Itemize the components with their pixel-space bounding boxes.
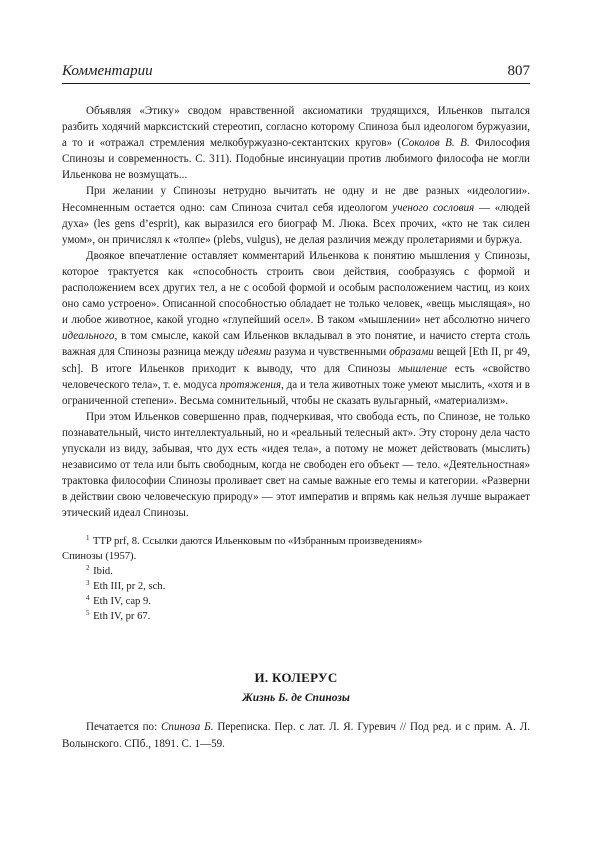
paragraph-3 — [62, 248, 530, 409]
source-note — [62, 719, 530, 751]
text-run: есть «свойство человеческого тела», т. е. модуса — [62, 362, 530, 391]
footnote — [62, 564, 530, 579]
footnote-continuation — [62, 549, 530, 564]
author-citation: Соколов В. В. — [401, 137, 470, 150]
footnote-number: 1 — [86, 533, 90, 542]
running-header — [62, 62, 530, 84]
text-run: , в том смысле, какой сам Ильенков вкладывал в это понятие, и начисто стерта столь важная для Спинозы разница между — [62, 330, 530, 359]
footnotes — [62, 534, 530, 624]
emphasis: идеального — [62, 330, 115, 343]
author-citation: Спиноза Б. — [161, 721, 214, 734]
page — [62, 62, 530, 763]
footnote-text: TTP prf, 8. Ссылки даются Ильенковым по «Избранным произведениям» — [92, 536, 423, 548]
footnote-text: Eth IV, cap 9. — [93, 596, 151, 608]
text-run: Философия Спинозы и современность. С. 311). Подобные инсинуации против любимого философа не могли Ильенкова не возмущать... — [62, 137, 530, 182]
section-heading — [62, 669, 530, 707]
footnote-text: Eth III, pr 2, sch. — [93, 581, 166, 593]
emphasis: мышление — [398, 362, 448, 375]
section-title: Жизнь Б. де Спинозы — [242, 692, 350, 705]
running-header-title: Комментарии — [62, 63, 153, 79]
text-run: Переписка. Пер. с лат. Л. Я. Гуревич // Под ред. и с прим. А. Л. Волынского. СПб., 1891. С. 1—59. — [62, 721, 530, 750]
footnote — [62, 579, 530, 594]
emphasis: идеями — [237, 346, 272, 359]
text-run: При желании у Спинозы нетрудно вычитать не одну и не две разных «идеологии». Несомненным остается одно: сам Спиноза считал себя идеологом — [62, 185, 530, 214]
footnote — [62, 609, 530, 624]
paragraph-4 — [62, 409, 530, 522]
footnote-number: 3 — [86, 578, 90, 587]
emphasis: образами — [389, 346, 434, 359]
footnote — [62, 534, 530, 549]
text-run: — «людей духа» (les gens d’esprit), как выразился его биограф М. Люка. Всех прочих, «кто не так силен умом», он причислял к «толпе» (plebs, vulgus), не делая различия между пролетариями и буржуа. — [62, 201, 531, 246]
footnote-number: 5 — [86, 608, 90, 617]
paragraph-1 — [62, 103, 530, 183]
footnote-number: 2 — [86, 563, 90, 572]
text-run: Объявляя «Этику» сводом нравственной аксиоматики трудящихся, Ильенков пытался разбить ходячий марксистский стереотип, согласно которому Спиноза был идеологом буржуазии, а то и «отражал стремления мелкобуржуазно-сектантских кругов» ( — [62, 105, 530, 150]
text-run: вещей [Eth II, pr 49, sch]. В итоге Ильенков приходит к выводу, что для Спинозы — [62, 346, 530, 375]
text-run: , да и тела животных тоже умеют мыслить, «хотя и в ограниченной степени». Весьма сомнительный, чтобы не сказать вульгарный, «материализм». — [62, 378, 530, 407]
footnote — [62, 594, 530, 609]
emphasis: протяжения — [219, 378, 282, 391]
paragraph-2 — [62, 183, 530, 247]
text-run: При этом Ильенков совершенно прав, подчеркивая, что свобода есть, по Спинозе, не только познавательный, чисто интеллектуальный, но и «реальный телесный акт». Эту сторону дела часто упускали из виду, забывая, что дух есть «идея тела», а потому не может действовать (мыслить) независимо от тела или быть свободным, когда не свободен его объект — тело. «Деятельностная» трактовка философии Спинозы проливает свет на самые важные его темы и категории. «Разверни в действии свою человеческую природу» — этот императив и впрямь как нельзя лучше выражает этический идеал Спинозы. — [62, 410, 530, 520]
text-run: Двоякое впечатление оставляет комментарий Ильенкова к понятию мышления у Спинозы, которое трактуется как «способность строить свои действия, сообразуясь с формой и расположением всех других тел, а не с особой формой и особым расположением частиц, из коих оно само устроено». Описанной способностью обладает не только человек, «вещь мыслящая», но и любое животное, какой угодно «глупейший осел». В таком «мышлении» нет абсолютно ничего — [62, 249, 530, 327]
footnote-text: Eth IV, pr 67. — [93, 611, 151, 623]
text-run: Печатается по: — [86, 721, 162, 734]
footnote-number: 4 — [86, 593, 90, 602]
section-author: И. КОЛЕРУС — [254, 670, 338, 686]
text-run: разума и чувственными — [271, 346, 390, 359]
footnote-text: Ibid. — [93, 566, 113, 578]
body-text — [62, 103, 530, 521]
footnote-text: Спинозы (1957). — [62, 551, 137, 563]
emphasis: ученого сословия — [392, 201, 475, 214]
page-number: 807 — [507, 63, 530, 79]
